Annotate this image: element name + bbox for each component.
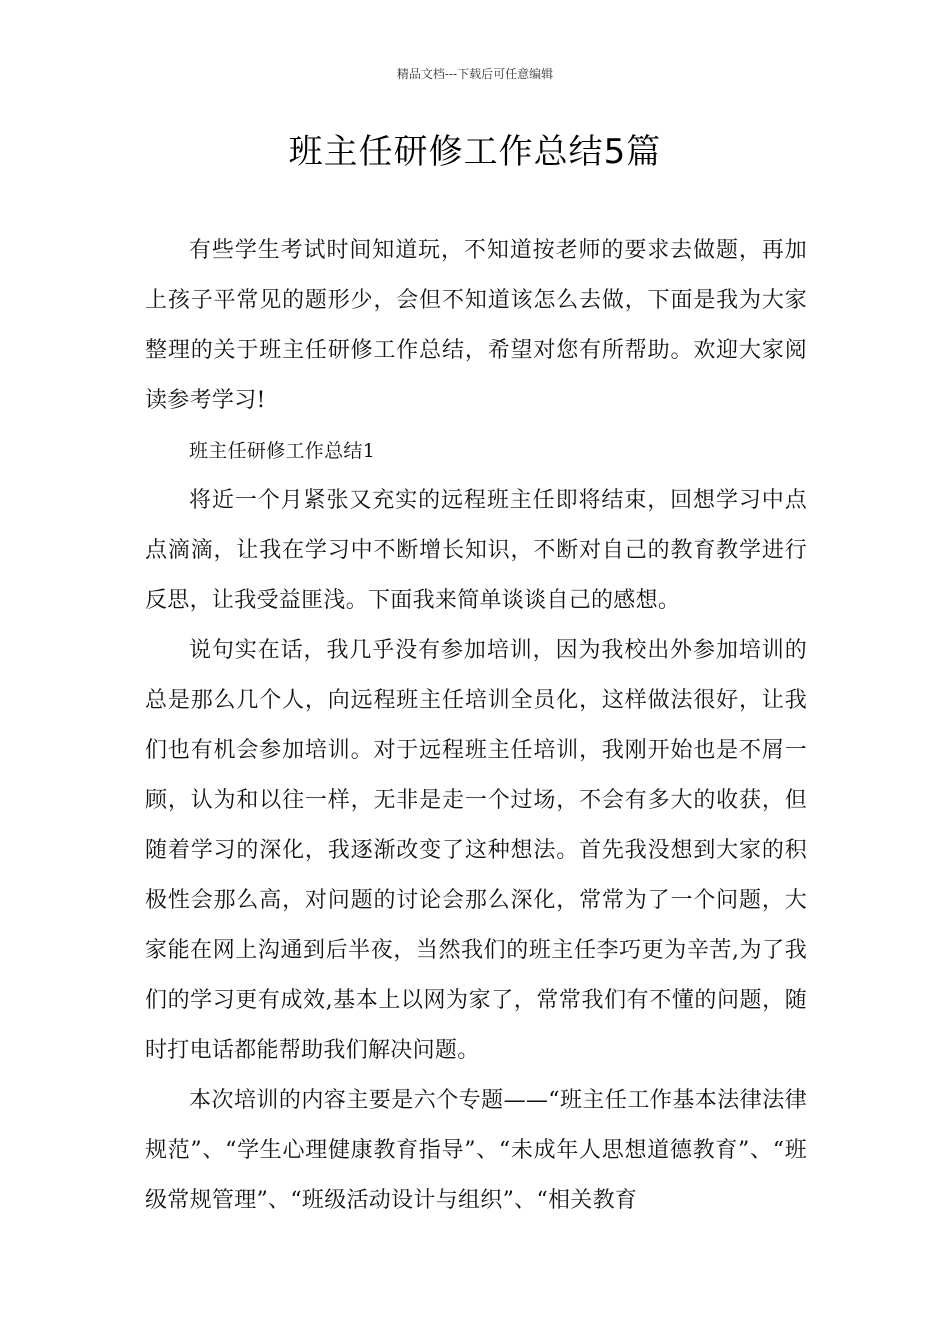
section-heading: 班主任研修工作总结1 — [189, 440, 376, 462]
document-title: 班主任研修工作总结5篇 — [288, 132, 662, 172]
intro-paragraph: 有些学生考试时间知道玩，不知道按老师的要求去做题，再加上孩子平常见的题形少，会但不知道该怎么去做，下面是我为大家整理的关于班主任研修工作总结，希望对您有所帮助。欢迎大家阅读参考学习! — [145, 238, 807, 413]
body-paragraph: 将近一个月紧张又充实的远程班主任即将结束，回想学习中点点滴滴，让我在学习中不断增长知识，不断对自己的教育教学进行反思，让我受益匪浅。下面我来简单谈谈自己的感想。 — [145, 488, 807, 613]
document-body — [145, 226, 807, 1226]
body-paragraph: 说句实在话，我几乎没有参加培训，因为我校出外参加培训的总是那么几个人，向远程班主任培训全员化，这样做法很好，让我们也有机会参加培训。对于远程班主任培训，我刚开始也是不屑一顾，认为和以往一样，无非是走一个过场，不会有多大的收获，但随着学习的深化，我逐渐改变了这种想法。首先我没想到大家的积极性会那么高，对问题的讨论会那么深化，常常为了一个问题，大家能在网上沟通到后半夜，当然我们的班主任李巧更为辛苦,为了我们的学习更有成效,基本上以网为家了，常常我们有不懂的问题，随时打电话都能帮助我们解决问题。 — [145, 638, 807, 1063]
body-paragraph: 本次培训的内容主要是六个专题——“班主任工作基本法律法律规范”、“学生心理健康教育指导”、“未成年人思想道德教育”、“班级常规管理”、“班级活动设计与组织”、“相关教育 — [145, 1088, 807, 1213]
header-note: 精品文档---下载后可任意编辑 — [396, 67, 554, 81]
